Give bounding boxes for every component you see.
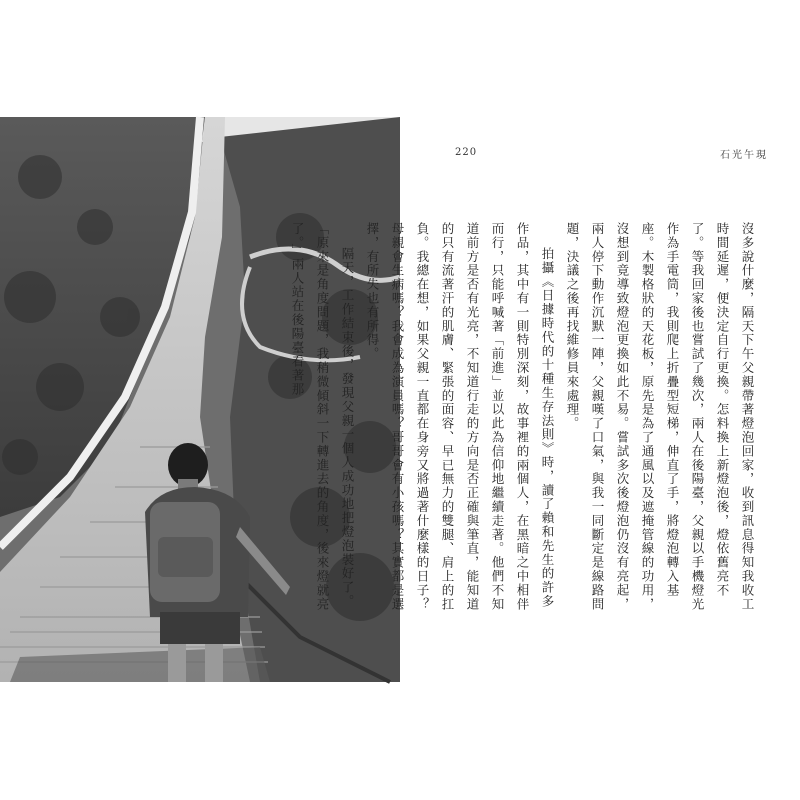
paragraph: 沒多說什麼，隔天下午父親帶著燈泡回家，收到訊息得知我收工時間延遲，便決定自行更換。怎料換上新燈泡後，燈依舊亮不了。等我回家後也嘗試了幾次，兩人在後陽臺，父親以手機燈光作為手電筒，我則爬上折疊型短梯，伸直了手，將燈泡轉入基座。木製格狀的天花板，原先是為了通風以及遮掩管線的功用，沒想到竟導致燈泡更換如此不易。嘗試多次後燈泡仍沒有亮起，兩人停下動作沉默一陣，父親嘆了口氣，與我一同斷定是線路問題，決議之後再找維修員來處理。 [565, 222, 755, 612]
body-text [290, 222, 760, 617]
page-number: 220 [455, 147, 478, 158]
paragraph: 拍攝《日據時代的十種生存法則》時，讀了賴和先生的許多作品，其中有一則特別深刻，故事裡的兩個人，在黑暗之中相伴而行，只能呼喊著「前進」並以此為信仰地繼續走著。他們不知道前方是否有光亮，不知道行走的方向是否正確與筆直，能知道的只有流著汗的肌膚、緊張的面容、早已無力的雙腿、肩上的扛負。我總在想，如果父親一直都在身旁又將過著什麼樣的日子？母親會生病嗎？我會成為演員嗎？哥哥會有小孩嗎？其實都是選擇，有所失也有所得。 [365, 222, 555, 612]
running-head: 石光午現 [720, 150, 768, 161]
paragraph: 隔天，工作結束後，發現父親一個人成功地把燈泡裝好了。「原來是角度問題，我稍微傾斜一下轉進去的角度，後來燈就亮了。」兩人站在後陽臺看著那 [290, 222, 355, 612]
